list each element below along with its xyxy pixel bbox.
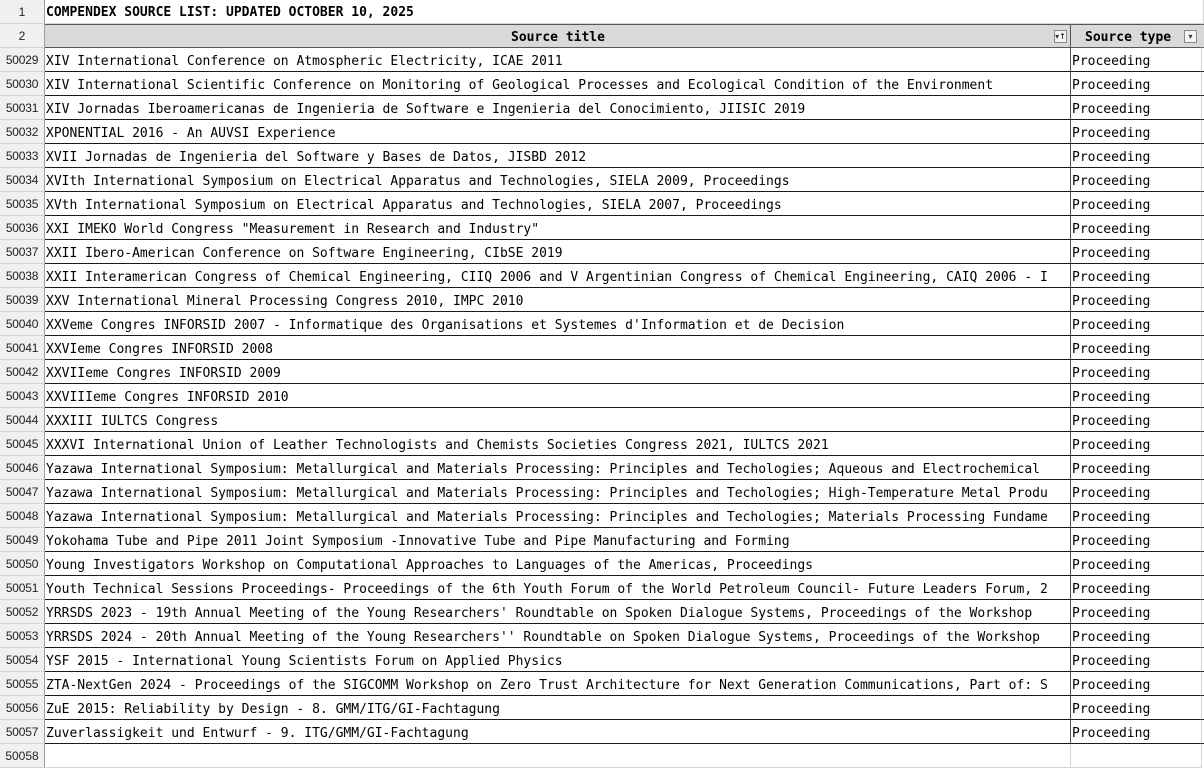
row-header[interactable]: 50039 <box>0 288 45 312</box>
source-title-cell[interactable]: Zuverlassigkeit und Entwurf - 9. ITG/GMM/GI-Fachtagung <box>45 720 1071 744</box>
title-row <box>0 0 1204 24</box>
table-row <box>0 240 1204 264</box>
row-header[interactable]: 50032 <box>0 120 45 144</box>
source-type-cell[interactable]: Proceeding <box>1071 240 1202 264</box>
source-type-cell[interactable]: Proceeding <box>1071 72 1202 96</box>
table-row <box>0 72 1204 96</box>
source-type-cell[interactable]: Proceeding <box>1071 288 1202 312</box>
source-type-cell[interactable]: Proceeding <box>1071 48 1202 72</box>
source-type-cell[interactable]: Proceeding <box>1071 576 1202 600</box>
source-type-cell[interactable]: Proceeding <box>1071 336 1202 360</box>
source-type-cell[interactable]: Proceeding <box>1071 504 1202 528</box>
source-type-cell[interactable]: Proceeding <box>1071 264 1202 288</box>
source-title-cell[interactable]: XXI IMEKO World Congress "Measurement in Research and Industry" <box>45 216 1071 240</box>
source-title-cell[interactable]: XVth International Symposium on Electrical Apparatus and Technologies, SIELA 2007, Proceedings <box>45 192 1071 216</box>
table-row <box>0 168 1204 192</box>
source-title-cell[interactable] <box>45 744 1071 768</box>
table-row <box>0 600 1204 624</box>
source-title-cell[interactable]: XXII Interamerican Congress of Chemical Engineering, CIIQ 2006 and V Argentinian Congress of Chemical Engineering, CAIQ 2006 - I <box>45 264 1071 288</box>
source-type-cell[interactable]: Proceeding <box>1071 672 1202 696</box>
source-type-cell[interactable]: Proceeding <box>1071 624 1202 648</box>
row-header[interactable]: 50035 <box>0 192 45 216</box>
source-title-cell[interactable]: XXII Ibero-American Conference on Software Engineering, CIbSE 2019 <box>45 240 1071 264</box>
table-row <box>0 312 1204 336</box>
row-header[interactable]: 50036 <box>0 216 45 240</box>
source-title-cell[interactable]: XXXIII IULTCS Congress <box>45 408 1071 432</box>
source-type-cell[interactable]: Proceeding <box>1071 384 1202 408</box>
source-type-cell[interactable]: Proceeding <box>1071 120 1202 144</box>
source-type-cell[interactable]: Proceeding <box>1071 216 1202 240</box>
row-header[interactable]: 50057 <box>0 720 45 744</box>
row-header[interactable]: 50041 <box>0 336 45 360</box>
table-row <box>0 720 1204 744</box>
column-header-row <box>0 24 1204 48</box>
source-type-cell[interactable]: Proceeding <box>1071 552 1202 576</box>
source-title-cell[interactable]: XXXVI International Union of Leather Technologists and Chemists Societies Congress 2021, IULTCS 2021 <box>45 432 1071 456</box>
row-header[interactable]: 50044 <box>0 408 45 432</box>
row-header[interactable]: 50050 <box>0 552 45 576</box>
row-header[interactable]: 50048 <box>0 504 45 528</box>
table-row <box>0 264 1204 288</box>
table-row <box>0 576 1204 600</box>
source-title-cell[interactable]: YRRSDS 2024 - 20th Annual Meeting of the Young Researchers'' Roundtable on Spoken Dialogue Systems, Proceedings of the Workshop <box>45 624 1071 648</box>
row-header[interactable]: 50049 <box>0 528 45 552</box>
table-row <box>0 96 1204 120</box>
row-header[interactable]: 50031 <box>0 96 45 120</box>
table-row <box>0 552 1204 576</box>
row-header[interactable]: 50055 <box>0 672 45 696</box>
source-title-cell[interactable]: Young Investigators Workshop on Computational Approaches to Languages of the Americas, Proceedings <box>45 552 1071 576</box>
row-header[interactable]: 1 <box>0 0 45 24</box>
table-row <box>0 480 1204 504</box>
source-title-cell[interactable]: YSF 2015 - International Young Scientists Forum on Applied Physics <box>45 648 1071 672</box>
row-header[interactable]: 50030 <box>0 72 45 96</box>
row-header[interactable]: 50034 <box>0 168 45 192</box>
row-header[interactable]: 50056 <box>0 696 45 720</box>
table-row <box>0 456 1204 480</box>
source-title-cell[interactable]: ZTA-NextGen 2024 - Proceedings of the SIGCOMM Workshop on Zero Trust Architecture for Next Generation Communications, Part of: S <box>45 672 1071 696</box>
source-title-cell[interactable]: XXVIeme Congres INFORSID 2008 <box>45 336 1071 360</box>
source-title-cell[interactable]: XXVIIIeme Congres INFORSID 2010 <box>45 384 1071 408</box>
table-row <box>0 624 1204 648</box>
row-header[interactable]: 50047 <box>0 480 45 504</box>
source-title-cell[interactable]: Yazawa International Symposium: Metallurgical and Materials Processing: Principles and Techologies; Materials Processing Fundame <box>45 504 1071 528</box>
row-header[interactable]: 50054 <box>0 648 45 672</box>
source-title-cell[interactable]: YRRSDS 2023 - 19th Annual Meeting of the Young Researchers' Roundtable on Spoken Dialogue Systems, Proceedings of the Workshop <box>45 600 1071 624</box>
row-header[interactable]: 50043 <box>0 384 45 408</box>
table-row <box>0 336 1204 360</box>
source-title-cell[interactable]: XXV International Mineral Processing Congress 2010, IMPC 2010 <box>45 288 1071 312</box>
source-title-header-label: Source title <box>511 30 605 45</box>
table-row <box>0 408 1204 432</box>
source-type-cell[interactable]: Proceeding <box>1071 696 1202 720</box>
source-title-header[interactable] <box>45 24 1071 48</box>
source-type-cell[interactable]: Proceeding <box>1071 96 1202 120</box>
table-row <box>0 192 1204 216</box>
source-title-cell[interactable]: XXVIIeme Congres INFORSID 2009 <box>45 360 1071 384</box>
table-row <box>0 120 1204 144</box>
table-row <box>0 48 1204 72</box>
table-row <box>0 432 1204 456</box>
table-row <box>0 696 1204 720</box>
source-type-cell[interactable]: Proceeding <box>1071 480 1202 504</box>
source-type-cell[interactable]: Proceeding <box>1071 312 1202 336</box>
row-header[interactable]: 50052 <box>0 600 45 624</box>
dropdown-filter-icon[interactable]: ▾ <box>1184 30 1197 43</box>
row-header[interactable]: 50051 <box>0 576 45 600</box>
source-title-cell[interactable]: XIV Jornadas Iberoamericanas de Ingenieria de Software e Ingenieria del Conocimiento, JIISIC 2019 <box>45 96 1071 120</box>
source-type-cell[interactable]: Proceeding <box>1071 600 1202 624</box>
source-title-cell[interactable]: Yazawa International Symposium: Metallurgical and Materials Processing: Principles and Techologies; Aqueous and Electrochemical <box>45 456 1071 480</box>
source-title-cell[interactable]: XXVeme Congres INFORSID 2007 - Informatique des Organisations et Systemes d'Information et de Decision <box>45 312 1071 336</box>
source-type-cell[interactable]: Proceeding <box>1071 144 1202 168</box>
table-row <box>0 648 1204 672</box>
source-title-cell[interactable]: XIV International Conference on Atmospheric Electricity, ICAE 2011 <box>45 48 1071 72</box>
row-header[interactable]: 50040 <box>0 312 45 336</box>
source-title-cell[interactable]: Youth Technical Sessions Proceedings- Proceedings of the 6th Youth Forum of the World Petroleum Council- Future Leaders Forum, 2 <box>45 576 1071 600</box>
sheet-title-cell[interactable]: COMPENDEX SOURCE LIST: UPDATED OCTOBER 10, 2025 <box>45 0 1204 24</box>
source-type-cell[interactable]: Proceeding <box>1071 720 1202 744</box>
source-type-cell[interactable]: Proceeding <box>1071 192 1202 216</box>
row-header[interactable]: 50042 <box>0 360 45 384</box>
row-header[interactable]: 50033 <box>0 144 45 168</box>
row-header[interactable]: 50038 <box>0 264 45 288</box>
table-row <box>0 672 1204 696</box>
source-type-cell[interactable] <box>1071 744 1202 768</box>
row-header[interactable]: 50045 <box>0 432 45 456</box>
row-header[interactable]: 50058 <box>0 744 45 768</box>
row-header[interactable]: 50053 <box>0 624 45 648</box>
source-type-cell[interactable]: Proceeding <box>1071 360 1202 384</box>
source-type-cell[interactable]: Proceeding <box>1071 408 1202 432</box>
source-type-cell[interactable]: Proceeding <box>1071 168 1202 192</box>
sort-filter-icon[interactable]: ▾↑ <box>1055 32 1066 41</box>
table-row <box>0 504 1204 528</box>
table-row <box>0 216 1204 240</box>
row-header[interactable]: 50046 <box>0 456 45 480</box>
table-row <box>0 384 1204 408</box>
source-title-cell[interactable]: XPONENTIAL 2016 - An AUVSI Experience <box>45 120 1071 144</box>
row-header[interactable]: 50029 <box>0 48 45 72</box>
row-header[interactable]: 2 <box>0 24 45 48</box>
empty-row <box>0 744 1204 768</box>
row-header[interactable]: 50037 <box>0 240 45 264</box>
source-title-cell[interactable]: Yazawa International Symposium: Metallurgical and Materials Processing: Principles and Techologies; High-Temperature Metal Produ <box>45 480 1071 504</box>
table-row <box>0 360 1204 384</box>
table-row <box>0 528 1204 552</box>
source-title-cell[interactable]: XVIth International Symposium on Electrical Apparatus and Technologies, SIELA 2009, Proceedings <box>45 168 1071 192</box>
table-row <box>0 144 1204 168</box>
table-row <box>0 288 1204 312</box>
source-type-cell[interactable]: Proceeding <box>1071 648 1202 672</box>
source-title-cell[interactable]: XIV International Scientific Conference on Monitoring of Geological Processes and Ecological Condition of the Environment <box>45 72 1071 96</box>
source-type-cell[interactable]: Proceeding <box>1071 528 1202 552</box>
source-title-cell[interactable]: XVII Jornadas de Ingenieria del Software y Bases de Datos, JISBD 2012 <box>45 144 1071 168</box>
source-type-cell[interactable]: Proceeding <box>1071 456 1202 480</box>
source-title-cell[interactable]: ZuE 2015: Reliability by Design - 8. GMM/ITG/GI-Fachtagung <box>45 696 1071 720</box>
source-type-cell[interactable]: Proceeding <box>1071 432 1202 456</box>
source-title-cell[interactable]: Yokohama Tube and Pipe 2011 Joint Symposium -Innovative Tube and Pipe Manufacturing and Forming <box>45 528 1071 552</box>
source-type-header[interactable] <box>1071 24 1202 48</box>
source-type-header-label: Source type <box>1085 30 1172 45</box>
